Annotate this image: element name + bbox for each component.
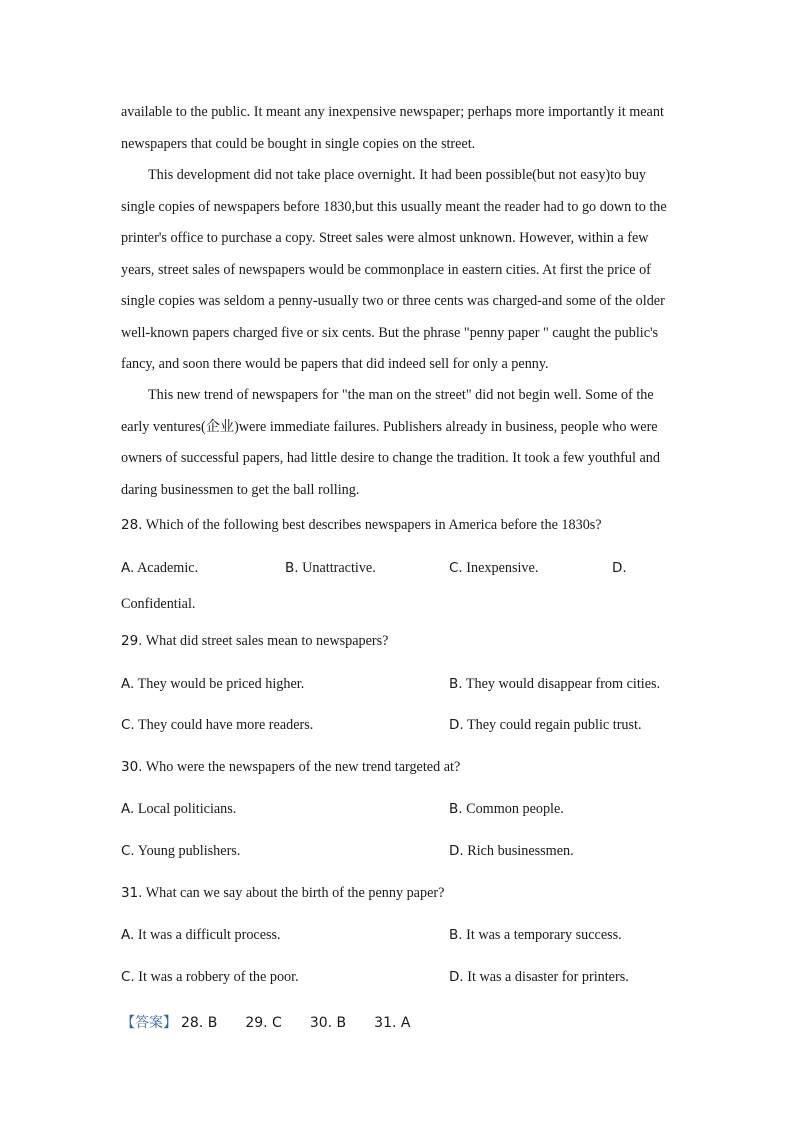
option-30-b bbox=[449, 801, 564, 818]
option-text: Common people. bbox=[466, 801, 564, 817]
option-letter: D. bbox=[612, 560, 627, 576]
answer-item: 29. C bbox=[245, 1015, 282, 1031]
question-31 bbox=[121, 885, 444, 902]
option-text: They could have more readers. bbox=[138, 717, 314, 733]
option-letter: B. bbox=[449, 676, 463, 692]
passage-line: single copies of newspapers before 1830,but this usually meant the reader had to go down to the bbox=[121, 198, 667, 215]
option-text: Local politicians. bbox=[137, 801, 237, 817]
question-text: Which of the following best describes newspapers in America before the 1830s? bbox=[145, 517, 602, 533]
option-31-b bbox=[449, 927, 622, 944]
option-text: It was a temporary success. bbox=[466, 927, 622, 943]
passage-line: printer's office to purchase a copy. Street sales were almost unknown. However, within a few bbox=[121, 230, 649, 246]
question-number: 28. bbox=[121, 517, 143, 533]
passage-line: This new trend of newspapers for "the man on the street" did not begin well. Some of the bbox=[148, 387, 654, 403]
question-number: 31. bbox=[121, 885, 143, 901]
option-28-a bbox=[121, 560, 198, 577]
option-letter: A. bbox=[121, 560, 135, 576]
option-letter: D. bbox=[449, 969, 464, 985]
passage-line: well-known papers charged five or six cents. But the phrase "penny paper " caught the public's bbox=[121, 324, 659, 341]
passage-paragraph-1 bbox=[121, 97, 666, 160]
question-text: What did street sales mean to newspapers? bbox=[145, 633, 389, 649]
question-text: What can we say about the birth of the penny paper? bbox=[145, 885, 445, 901]
question-number: 30. bbox=[121, 759, 143, 775]
option-letter: A. bbox=[121, 676, 135, 692]
option-letter: B. bbox=[449, 927, 463, 943]
option-31-d bbox=[449, 969, 629, 986]
passage-line: single copies was seldom a penny-usually two or three cents was charged-and some of the older bbox=[121, 293, 665, 309]
option-29-c bbox=[121, 717, 313, 734]
option-text: It was a difficult process. bbox=[137, 927, 281, 943]
option-text: Young publishers. bbox=[137, 843, 241, 859]
answer-key bbox=[121, 1012, 410, 1032]
option-30-c bbox=[121, 843, 240, 860]
answer-item: 30. B bbox=[309, 1015, 347, 1031]
option-29-b bbox=[449, 676, 660, 693]
passage-line: fancy, and soon there would be papers that did indeed sell for only a penny. bbox=[121, 356, 549, 372]
option-29-d bbox=[449, 717, 642, 734]
option-text: They would disappear from cities. bbox=[465, 676, 661, 692]
option-letter: C. bbox=[121, 717, 135, 733]
option-28-c bbox=[449, 560, 538, 577]
option-28-b bbox=[285, 560, 376, 577]
option-text: Unattractive. bbox=[302, 560, 376, 576]
question-28 bbox=[121, 517, 602, 534]
answer-item: 31. A bbox=[374, 1015, 411, 1031]
question-number: 29. bbox=[121, 633, 143, 649]
passage-line: newspapers that could be bought in single copies on the street. bbox=[121, 135, 476, 152]
option-text: They would be priced higher. bbox=[137, 676, 305, 692]
option-text: Inexpensive. bbox=[466, 560, 539, 576]
option-31-c bbox=[121, 969, 299, 986]
option-text: Confidential. bbox=[121, 596, 196, 612]
option-text: It was a robbery of the poor. bbox=[138, 969, 299, 985]
question-29 bbox=[121, 633, 388, 650]
passage-paragraph-3 bbox=[121, 380, 666, 506]
option-letter: B. bbox=[449, 801, 463, 817]
option-text: Rich businessmen. bbox=[467, 843, 574, 859]
answer-item: 28. B bbox=[181, 1015, 218, 1031]
option-letter: C. bbox=[121, 843, 135, 859]
passage-line: owners of successful papers, had little desire to change the tradition. It took a few youthful and bbox=[121, 450, 660, 466]
option-letter: D. bbox=[449, 843, 464, 859]
option-text: They could regain public trust. bbox=[466, 717, 642, 733]
option-text: Academic. bbox=[137, 560, 199, 576]
option-letter: C. bbox=[121, 969, 135, 985]
passage-line: daring businessmen to get the ball rolling. bbox=[121, 481, 360, 498]
option-30-a bbox=[121, 801, 236, 818]
passage-line: early ventures(企业)were immediate failures. Publishers already in business, people who were bbox=[121, 418, 658, 435]
passage-line: This development did not take place overnight. It had been possible(but not easy)to buy bbox=[148, 167, 647, 183]
question-30 bbox=[121, 759, 460, 776]
option-29-a bbox=[121, 676, 304, 693]
option-letter: A. bbox=[121, 801, 135, 817]
option-letter: A. bbox=[121, 927, 135, 943]
option-letter: C. bbox=[449, 560, 463, 576]
option-letter: B. bbox=[285, 560, 299, 576]
passage-paragraph-2 bbox=[121, 160, 666, 381]
option-28-d-text bbox=[121, 596, 195, 613]
passage-line: available to the public. It meant any inexpensive newspaper; perhaps more importantly it meant bbox=[121, 104, 664, 120]
passage-line: years, street sales of newspapers would be commonplace in eastern cities. At first the price of bbox=[121, 261, 651, 278]
option-30-d bbox=[449, 843, 574, 860]
answer-label: 【答案】 bbox=[121, 1015, 177, 1031]
question-text: Who were the newspapers of the new trend targeted at? bbox=[145, 759, 461, 775]
option-31-a bbox=[121, 927, 281, 944]
option-28-d-letter bbox=[612, 560, 627, 577]
option-letter: D. bbox=[449, 717, 464, 733]
option-text: It was a disaster for printers. bbox=[467, 969, 629, 985]
